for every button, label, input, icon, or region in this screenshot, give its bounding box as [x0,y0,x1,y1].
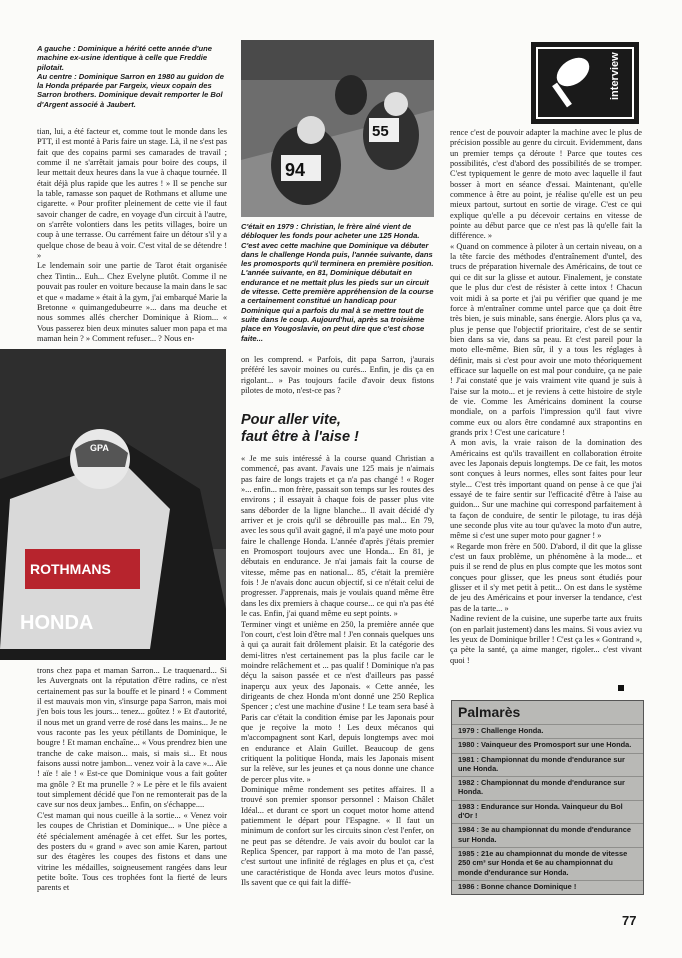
palmares-row: 1981 : Championnat du monde d'endurance sur une Honda. [452,753,643,777]
palmares-box [451,700,644,895]
palmares-row: 1979 : Challenge Honda. [452,724,643,738]
caption-center: C'était en 1979 : Christian, le frère aîné vient de débloquer les fonds pour acheter une 125 Honda. C'est avec cette machine que Dominique va débuter dans le challenge Honda puis, l'année suivante, dans les promosports qu'il terminera en première position. L'année suivante, en 81, Dominique débutait en endurance et ne mettait plus les pieds sur un circuit de vitesse. Cette première appréhension de la course a certainement constitué un handicap pour Dominique qui a parfois du mal à se mettre tout de suite dans le coup. Aujourd'hui, après sa troisième place en Yougoslavie, on peut dire que c'est chose faite... [241,222,434,343]
palmares-row: 1986 : Bonne chance Dominique ! [452,880,643,894]
palmares-title: Palmarès [458,704,521,720]
end-mark [618,685,624,691]
bike-number-55: 55 [372,123,389,140]
palmares-row: 1985 : 21e au championnat du monde de vitesse 250 cm³ sur Honda et 6e au championnat du monde d'endurance sur Honda. [452,847,643,880]
palmares-row: 1980 : Vainqueur des Promosport sur une Honda. [452,738,643,752]
column-2-top-text: on les comprend. « Parfois, dit papa Sarron, j'aurais préféré les savoir moines ou curés... Enfin, je dis ça en rigolant... » Pas toujours facile d'avoir deux fistons pilotes de moto, n'est-ce pas ? [241,355,434,396]
photo-rider-left [0,349,226,660]
sponsor-text-3: GPA [90,443,109,453]
palmares-row: 1982 : Championnat du monde d'endurance sur Honda. [452,776,643,800]
column-3-main-text: rence c'est de pouvoir adapter la machine avec le plus de précision possible au genre du circuit. Evidemment, dans un premier temps ça déroute ! Parce que toutes ces possibilités, c'est d'abord des possibilités de se tromper. C'est typiquement le genre de moto avec laquelle il faut bosser à mort en séance d'essai. Maintenant, qu'elle commence à être au point, je réalise qu'elle est un peu mieux partout, surtout en sortie de virage. C'est ce qui explique qu'elle a pu décevoir certains en vitesse de pointe au début parce que ce n'est pas là qu'elle fait la différence. » « Quand on commence à piloter à un certain niveau, on a la tête farcie des méthodes d'entraînement d'untel, des trucs de préparation hivernale des Américains, de tout ce qui ce dit sur la glisse et autour. Finalement, je constate que le plus dur c'est de résister à cette intox ! Chacun voit midi à sa porte et j'ai pu vérifier que quand je me force à m'entraîner comme untel parce que ça doit être très bien, je suis minable, sans énergie. Alors plus ça va, plus je pense que l'objectif prioritaire, c'est de se sentir bien dans sa vie, dans sa peau. Et c'est pareil pour la moto elle-même. Bien sûr, il y a tous les réglages à définir, mais si c'est pour avoir une moto théoriquement efficace sur laquelle on est mal pour conduire, ça ne paie ! J'ai constaté que je vais vraiment vite quand je suis à l'aise sur la moto... et je reviens à cette histoire de style de vie. Comme les Américains dominent la course mondiale, on a parfois l'impression qu'il faut vivre comme eux ou alors être condamné aux strapontins en grands prix ! C'est une caricature ! A mon avis, la vraie raison de la domination des Américains est qu'ils travaillent en collaboration étroite avec les Japonais depuis longtemps. De ce fait, les motos sont conçues à leurs normes, elles sont faites pour leur style... C'est très important quand on pense à ce que j'ai essayé de te faire sentir sur l'efficacité d'être à l'aise au guidon... Sur une machine qui correspond parfaitement à ta façon de conduire, de sentir le pilotage, tu iras déjà une seconde plus vite au tour qu'avec la moto d'un autre, même si c'est une super moto pour gagner ! » « Regarde mon frère en 500. D'abord, il dit que la glisse c'est un faux problème, un phénomène à la mode... et puis il se rend de plus en plus compte que les motos sont conçues pour glisser, que les pneus sont étudiés pour glisser et il s'y met petit à petit... On est dans le système de jeu des Américains et pour inverser la tendance, c'est pas de la tarte... » Nadine revient de la cuisine, une superbe tarte aux fruits (on en parlait justement) dans les mains. Si vous aviez vu les yeux de Dominique briller ! C'est ça les « Gontrand », ça pète la santé, ça aime manger, rigoler... c'est vivant quoi ! [450,128,642,665]
sponsor-text-1: ROTHMANS [30,561,111,577]
rider-illustration [0,349,226,660]
palmares-row: 1984 : 3e au championnat du monde d'endurance sur Honda. [452,823,643,847]
column-1-top-text: tian, lui, a été facteur et, comme tout le monde dans les PTT, il est monté à Paris faire un stage. Là, il ne s'est pas fait que des copains parmi ses camarades de travail ; comme il ne s'arrêtait jamais pour boire des coups, il leur mettait deux heures dans la vue à chaque tournée. Il était déjà plus rapide que les autres ! » Il se penche sur la table, ramasse son paquet de Rothmans et allume une cigarette. « Pour profiter pleinement de cette vie il faut savoir changer de cadre, en voyage d'un circuit à l'autre, on s'arrête volontiers dans les petits villages, boire un coup à une terrasse. Ou carrément faire un détour s'il y a quelque chose de beau à voir. C'est vital de se détendre ! » Le lendemain soir une partie de Tarot était organisée chez Tintin... Euh... Chez Evelyne plutôt. Comme il ne pouvait pas rouler en voiture because la main dans le sac et que « madame » était à la gym, j'ai embarqué Marie la Bretonne « quimangedubeurre »... dans ma deuche et nous sommes allés chercher Dominique à Riom... « Vous passerez bien deux minutes saluer mon papa et ma maman hein ? » Comment refuser... ? Nous en- [37,127,227,343]
caption-left-center: A gauche : Dominique a hérité cette année d'une machine ex-usine identique à celle que Freddie pilotait. Au centre : Dominique Sarron en 1980 au guidon de la Honda préparée par Fargeix, vieux copain des Sarron brothers. Dominique devait remporter le Bol d'Argent associé à Jaubert. [37,44,224,109]
microphone-icon [531,42,639,124]
photo-race-center [241,40,434,217]
column-2-main-text: « Je me suis intéressé à la course quand Christian a commencé, pas avant. J'avais une 125 mais je n'aimais pas faire de longs trajets et ça n'a pas changé ! « Roger »... enfin... mon frère, passait son temps sur les routes des environs ; il essayait à chaque fois de passer plus vite sans déborder de la ligne blanche... Il avait décidé d'y arriver et je crois qu'il se débrouille pas mal... En 79, avec les sous qu'il avait gagné, il m'a payé une moto pour faire le challenge Honda. L'année d'après j'étais premier en Promosport toujours avec une Honda... En 81, je débutais en endurance. Je n'ai jamais fait la course de vitesse, même pas en national... 85, c'était la première fois ! Je n'avais donc aucun objectif, si ce n'était celui de progresser. J'apprenais, mais je voulais quand même être dans les dix premiers à chaque course... ce qui n'a pas été le cas. Enfin, j'ai quand même eu sept points. » Terminer vingt et unième en 250, la première année que l'on court, c'est loin d'être mal ! J'en connais quelques uns à qui ça aurait fait drôlement plaisir. Et la catégorie des demi-litres n'est certainement pas la plus facile car le moindre relâchement et ... pas qualif ! Dominique n'a pas déçu la saison passée et ce n'est d'ailleurs pas passé inaperçu aux yeux des Japonais. « Cette année, les dirigeants de chez Honda m'ont donné une 250 Replica Spencer ; c'est une machine d'usine ! Le team sera basé à Paris car c'était la condition émise par les Japonais pour que je reçoive la moto ! Les deux mécanos qui m'accompagnent sont Karl, depuis longtemps avec moi en endurance et Alain Guillet. Beaucoup de gens critiquent la politique Honda, mais les Japonais misent sur la relève, sur les jeunes et ça nous donne une chance de percer plus vite. » Dominique même rondement ses petites affaires. Il a trouvé son premier sponsor personnel : Maison Châlet Idéal... et durant ce sport un coquet motor home attend patiemment le départ pour l'Espagne. « Il faut un minimum de confort sur les circuits sinon c'est l'enfer, on ne peut pas se détendre. Je vais avoir du boulot car la Replica Spencer, par rapport à ma moto de l'an passé, c'est surtout une infinité de réglages en plus et ça, c'est une caractéristique de Honda avec leurs motos d'usine. Ils savent que ce qui fait la diffé- [241,454,434,888]
interview-badge [531,42,639,124]
sponsor-text-2: HONDA [20,612,94,634]
column-1-bottom-text: trons chez papa et maman Sarron... Le traquenard... Si les Auvergnats ont la réputation d'être radins, ce n'est certainement pas sur la bouffe et le pinard ! « Comment il est mauvais mon vin, s'insurge papa Sarron, mais moi j'en bois tous les jours... tenez... goûtez ! » Et d'autorité, il nous met un grand verre de rosé dans les mains... Je ne vous raconte pas les yeux pétillants de Dominique, le bougre ! Et maman enchaîne... « Vous prendrez bien une tranche de cake maison... mais, si mais si... Et nous faisons aussi notre jambon... venez voir à la cave »... Aïe ! aïe ! aïe ! « Est-ce que Dominique vous a fait goûter ma gnôle ? Et ma prunelle ? » Le père et le fils avaient tout simplement décidé que l'on ne remonterait pas de la cave sur nos deux jambes... Enfin, on s'échappe.... C'est maman qui nous cueille à la sortie... « Venez voir les coupes de Christian et Dominique... » Une pièce a été spécialement aménagée à cet effet. Sur les portes, des posters du « grand » avec son amie Karen, partout sur des étagères les coupes des fistons et dans une vitrine les médailles, soigneusement rangées dans leur petite boîte. Tous ces trophées font la fierté de leurs parents et [37,666,227,893]
interview-label: interview [609,52,621,100]
palmares-row: 1983 : Endurance sur Honda. Vainqueur du Bol d'Or ! [452,800,643,824]
race-illustration [241,40,434,217]
bike-number-94: 94 [285,160,306,180]
page-number: 77 [622,913,637,928]
section-headline: Pour aller vite, faut être à l'aise ! [241,412,359,445]
